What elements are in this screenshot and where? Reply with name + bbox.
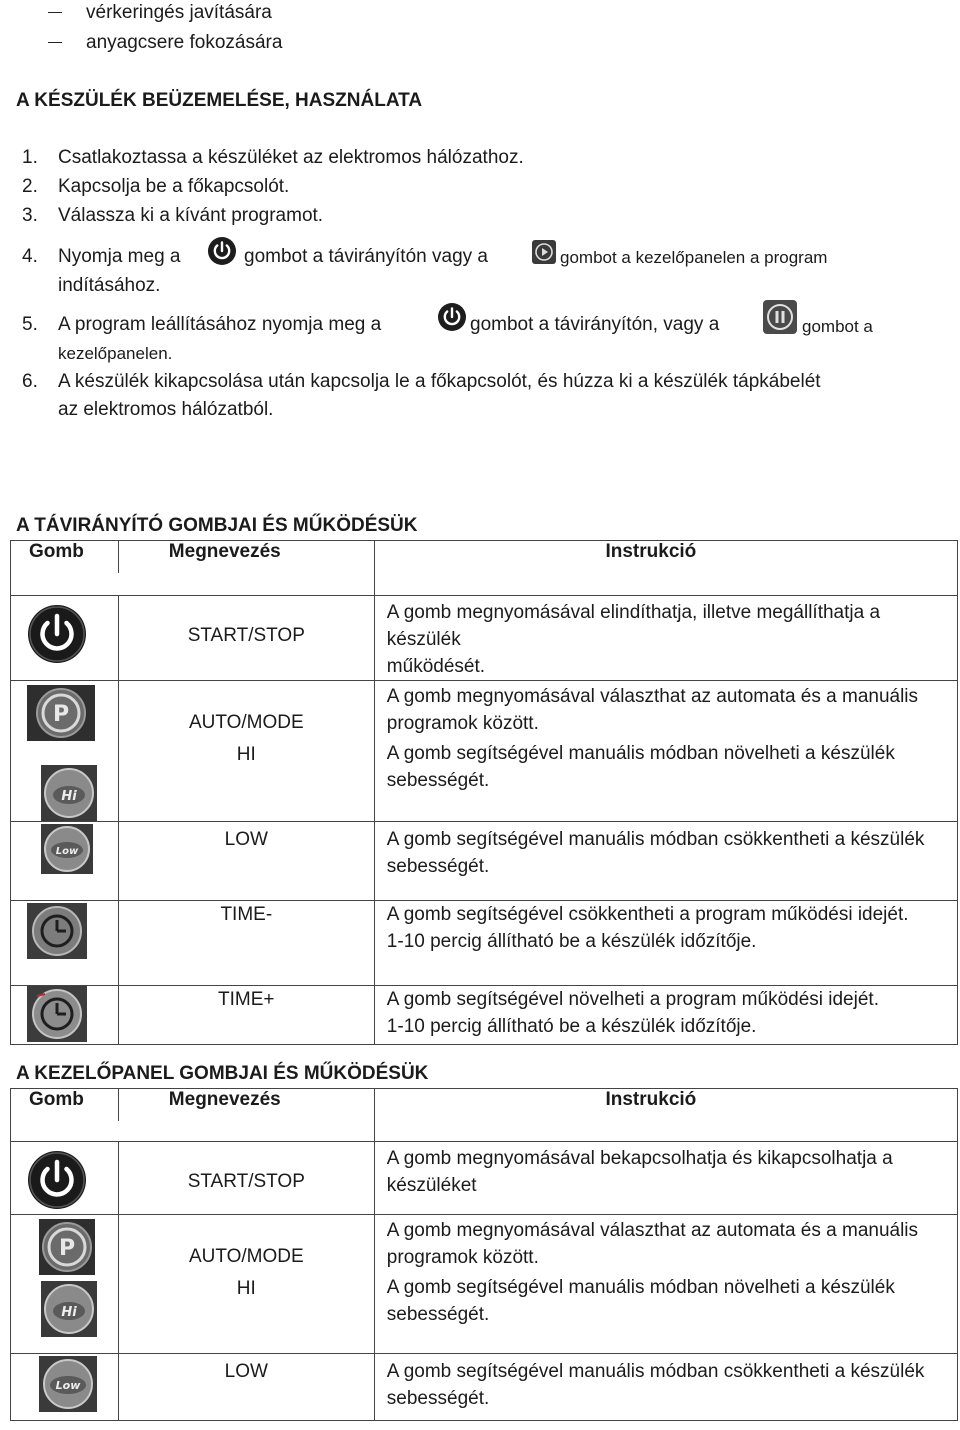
instruction-line: 1-10 percig állítható be a készülék időzítője. — [386, 931, 757, 952]
step-4-text-2: gombot a távirányítón vagy a — [244, 246, 488, 267]
low-icon — [39, 1356, 97, 1412]
table-row — [11, 1142, 958, 1215]
button-name: TIME- — [118, 901, 374, 986]
step-6: 6. A készülék kikapcsolása után kapcsolja le a főkapcsolót, és húzza ki a készülék tápkábelét — [22, 371, 821, 392]
table-row — [11, 901, 958, 986]
power-icon — [437, 302, 467, 332]
instruction-line: sebességét. — [386, 1304, 490, 1325]
step-4: 4. Nyomja meg a — [22, 246, 181, 267]
instruction-line: A gomb segítségével manuális módban növelheti a készülék — [386, 743, 895, 764]
table-row — [11, 681, 958, 822]
power-icon — [27, 1150, 87, 1210]
instruction-line: sebességét. — [386, 1388, 490, 1409]
step-5-text-4: kezelőpanelen. — [58, 344, 173, 363]
table-row — [11, 1215, 958, 1354]
dash-marker — [48, 42, 62, 43]
instruction-line: A gomb segítségével manuális módban növelheti a készülék — [386, 1277, 895, 1298]
step-4-text-4: indításához. — [58, 275, 161, 296]
step-5-text-3: gombot a — [802, 317, 873, 336]
instruction-line: A gomb megnyomásával választhat az automata és a manuális — [386, 1220, 919, 1241]
instruction-line: működését. — [386, 656, 486, 677]
instruction-line: A gomb segítségével csökkentheti a program működési idejét. — [386, 904, 909, 925]
p-mode-icon — [39, 1219, 95, 1275]
table-spacer-row — [11, 1121, 958, 1142]
step-5: 5. A program leállításához nyomja meg a — [22, 314, 382, 335]
power-icon — [207, 236, 237, 266]
table-header-row — [11, 541, 958, 574]
button-name: HI — [236, 1278, 256, 1299]
instruction-line: készüléket — [386, 1175, 477, 1196]
section-heading: A KÉSZÜLÉK BEÜZEMELÉSE, HASZNÁLATA — [16, 90, 423, 111]
play-icon — [532, 240, 556, 264]
header-gomb: Gomb — [11, 1089, 119, 1122]
button-name: AUTO/MODE — [188, 1246, 304, 1267]
power-icon — [27, 604, 87, 664]
instruction-line: A gomb megnyomásával választhat az automata és a manuális — [386, 686, 919, 707]
table-row — [11, 1354, 958, 1421]
step-3: 3. Válassza ki a kívánt programot. — [22, 205, 324, 226]
header-instruction: Instrukció — [374, 541, 957, 574]
instruction-line: programok között. — [386, 713, 539, 734]
button-name: HI — [236, 744, 256, 765]
hi-icon — [41, 765, 97, 821]
instruction-line: A gomb segítségével manuális módban csökkentheti a készülék — [386, 1361, 925, 1382]
clock-icon — [27, 903, 87, 959]
header-instruction: Instrukció — [374, 1089, 957, 1122]
table-spacer-row — [11, 573, 958, 596]
instruction-line: A gomb segítségével növelheti a program működési idejét. — [386, 989, 879, 1010]
clock-icon — [27, 986, 87, 1042]
button-name: TIME+ — [118, 986, 374, 1045]
svg-text:Low: Low — [55, 1379, 81, 1392]
remote-buttons-table — [10, 540, 958, 1045]
panel-section-heading: A KEZELŐPANEL GOMBJAI ÉS MŰKÖDÉSÜK — [16, 1063, 429, 1084]
header-gomb: Gomb — [11, 541, 119, 574]
p-mode-icon — [27, 685, 95, 741]
svg-text:Hi: Hi — [61, 1305, 77, 1320]
instruction-line: A gomb megnyomásával bekapcsolhatja és kikapcsolhatja a — [386, 1148, 893, 1169]
step-2: 2. Kapcsolja be a főkapcsolót. — [22, 176, 290, 197]
low-icon — [41, 824, 93, 874]
button-name: AUTO/MODE — [188, 712, 304, 733]
bullet-item: anyagcsere fokozására — [48, 30, 282, 56]
instruction-line: A gomb segítségével manuális módban csökkentheti a készülék — [386, 829, 925, 850]
instruction-line: sebességét. — [386, 770, 490, 791]
table-header-row — [11, 1089, 958, 1122]
header-name: Megnevezés — [118, 541, 374, 574]
svg-text:Hi: Hi — [61, 789, 77, 804]
instruction-line: A gomb megnyomásával elindíthatja, illetve megállíthatja a készülék — [386, 602, 881, 650]
step-6-text-2: az elektromos hálózatból. — [58, 399, 274, 420]
svg-text:Low: Low — [55, 846, 79, 857]
instruction-line: 1-10 percig állítható be a készülék időzítője. — [386, 1016, 757, 1037]
table-row — [11, 822, 958, 901]
table-row — [11, 986, 958, 1045]
svg-text:P: P — [52, 702, 70, 727]
dash-marker — [48, 12, 62, 13]
button-name: START/STOP — [118, 1142, 374, 1215]
step-5-text-2: gombot a távirányítón, vagy a — [470, 314, 720, 335]
button-name: LOW — [118, 822, 374, 901]
table-row — [11, 596, 958, 681]
header-name: Megnevezés — [118, 1089, 374, 1122]
svg-text:P: P — [58, 1236, 76, 1261]
remote-section-heading: A TÁVIRÁNYÍTÓ GOMBJAI ÉS MŰKÖDÉSÜK — [16, 515, 418, 536]
instruction-line: programok között. — [386, 1247, 539, 1268]
step-1: 1. Csatlakoztassa a készüléket az elektromos hálózathoz. — [22, 147, 524, 168]
hi-icon — [41, 1281, 97, 1337]
bullet-item: vérkeringés javítására — [48, 0, 272, 26]
button-name: START/STOP — [118, 596, 374, 681]
pause-icon — [763, 300, 797, 334]
instruction-line: sebességét. — [386, 856, 490, 877]
panel-buttons-table — [10, 1088, 958, 1421]
step-4-text-3: gombot a kezelőpanelen a program — [560, 248, 828, 267]
button-name: LOW — [118, 1354, 374, 1421]
